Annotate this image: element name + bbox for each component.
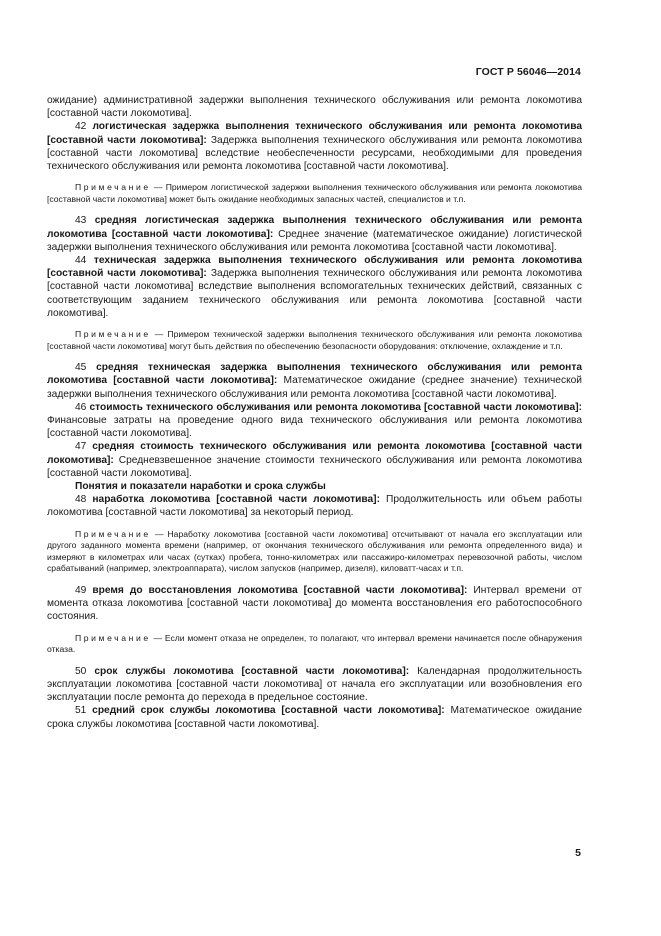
term-46 — [47, 401, 582, 441]
note-label: Примечание — [75, 632, 151, 643]
term-number: 47 — [75, 441, 93, 453]
term-title: техническая задержка выполнения технического обслуживания или ремонта локомотива [составной части локомотива]: — [47, 255, 582, 280]
note-text: — Примером логистической задержки выполнения технического обслуживания или ремонта локомотива [составной части локомотива] может быть ожидание необходимых запасных частей, специалистов и т.п. — [47, 182, 582, 204]
term-title: стоимость технического обслуживания или ремонта локомотива [составной части локомотива]: — [89, 401, 582, 413]
note-label: Примечание — [75, 182, 151, 193]
note-3 — [47, 529, 582, 575]
paragraph-continuation: ожидание) административной задержки выполнения технического обслуживания или ремонта локомотива [составной части локомотива]. — [47, 95, 582, 120]
term-44 — [47, 254, 582, 320]
document-body — [47, 94, 582, 731]
term-definition: Среднее значение (математическое ожидание) логистической задержки выполнения технического обслуживания или ремонта локомотива [составной части локомотива]. — [47, 228, 582, 253]
note-2 — [47, 329, 582, 352]
term-definition: Финансовые затраты на проведение одного вида технического обслуживания или ремонта локомотива [составной части локомотива]. — [47, 415, 582, 440]
term-48 — [47, 493, 582, 519]
term-number: 42 — [75, 121, 93, 133]
term-number: 44 — [75, 255, 94, 267]
term-47 — [47, 440, 582, 480]
term-title: средняя стоимость технического обслуживания или ремонта локомотива [составной части локомотива]: — [47, 441, 582, 466]
term-definition: Математическое ожидание (среднее значение) технической задержки выполнения технического обслуживания или ремонта локомотива [составной части локомотива]. — [47, 375, 582, 400]
term-title: время до восстановления локомотива [составной части локомотива]: — [92, 585, 468, 597]
term-number: 46 — [75, 401, 90, 413]
term-45 — [47, 361, 582, 401]
term-title: наработка локомотива [составной части локомотива]: — [92, 494, 380, 506]
term-number: 49 — [75, 585, 93, 597]
term-title: средняя техническая задержка выполнения технического обслуживания или ремонта локомотива [составной части локомотива]: — [47, 362, 582, 387]
note-text: — Если момент отказа не определен, то полагают, что интервал времени начинается после обнаружения отказа. — [47, 632, 582, 655]
term-title: логистическая задержка выполнения технического обслуживания или ремонта локомотива [составной части локомотива]: — [47, 121, 582, 146]
term-number: 48 — [75, 494, 93, 506]
term-42 — [47, 120, 582, 173]
term-definition: Задержка выполнения технического обслуживания или ремонта локомотива [составной части локомотива] вследствие необеспеченности ресурсами, необходимыми для проведения технического обслуживания или ремонта локомотива [составной части локомотива]. — [47, 134, 583, 173]
term-number: 43 — [75, 215, 95, 227]
term-51 — [47, 704, 582, 730]
note-4 — [47, 633, 582, 656]
note-1 — [47, 182, 582, 205]
note-text: — Наработку локомотива [составной части локомотива] отсчитывают от начала его эксплуатации или другого заданного момента времени (например, от окончания технического обслуживания или ремонта определенного вида) и измеряют в километрах или часах (сутках) пробега, тонно-километрах или пассажиро-километрах перевозочной работы, числом срабатываний (например, электроаппарата), числом запусков (например, дизеля), киловатт-часах и т.п. — [47, 528, 582, 574]
term-title: средняя логистическая задержка выполнения технического обслуживания или ремонта локомотива [составной части локомотива]: — [47, 215, 582, 240]
term-definition: Продолжительность или объем работы локомотива [составной части локомотива] за некоторый период. — [47, 494, 582, 519]
term-definition: Математическое ожидание срока службы локомотива [составной части локомотива]. — [47, 705, 582, 730]
term-definition: Календарная продолжительность эксплуатации локомотива [составной части локомотива] от начала его эксплуатации или возобновления его эксплуатации после ремонта до перехода в предельное состояние. — [47, 665, 582, 704]
term-number: 50 — [75, 665, 95, 677]
term-43 — [47, 214, 582, 254]
term-49 — [47, 584, 582, 624]
term-definition: Средневзвешенное значение стоимости технического обслуживания или ремонта локомотива [составной части локомотива]. — [47, 454, 582, 479]
page-number: 5 — [575, 847, 581, 859]
note-label: Примечание — [75, 528, 151, 539]
term-title: срок службы локомотива [составной части локомотива]: — [94, 665, 410, 677]
section-heading: Понятия и показатели наработки и срока службы — [75, 481, 326, 493]
note-text: — Примером технической задержки выполнения технического обслуживания или ремонта локомотива [составной части локомотива] могут быть действия по обеспечению безопасности оборудования: отключение, охлаждение и т.п. — [47, 329, 582, 351]
term-number: 51 — [75, 705, 93, 717]
note-label: Примечание — [75, 329, 151, 340]
term-definition: Интервал времени от момента отказа локомотива [составной части локомотива] до момента восстановления его работоспособного состояния. — [47, 585, 582, 623]
term-title: средний срок службы локомотива [составной части локомотива]: — [92, 705, 445, 717]
term-50 — [47, 665, 582, 705]
document-header-id: ГОСТ Р 56046—2014 — [475, 66, 581, 78]
term-definition: Задержка выполнения технического обслуживания или ремонта локомотива [составной части локомотива] вследствие выполнения вспомогательных технических действий, связанных с соответствующим заданием технического обслуживания или ремонта локомотива [составной части локомотива]. — [47, 268, 583, 319]
term-number: 45 — [75, 362, 97, 374]
